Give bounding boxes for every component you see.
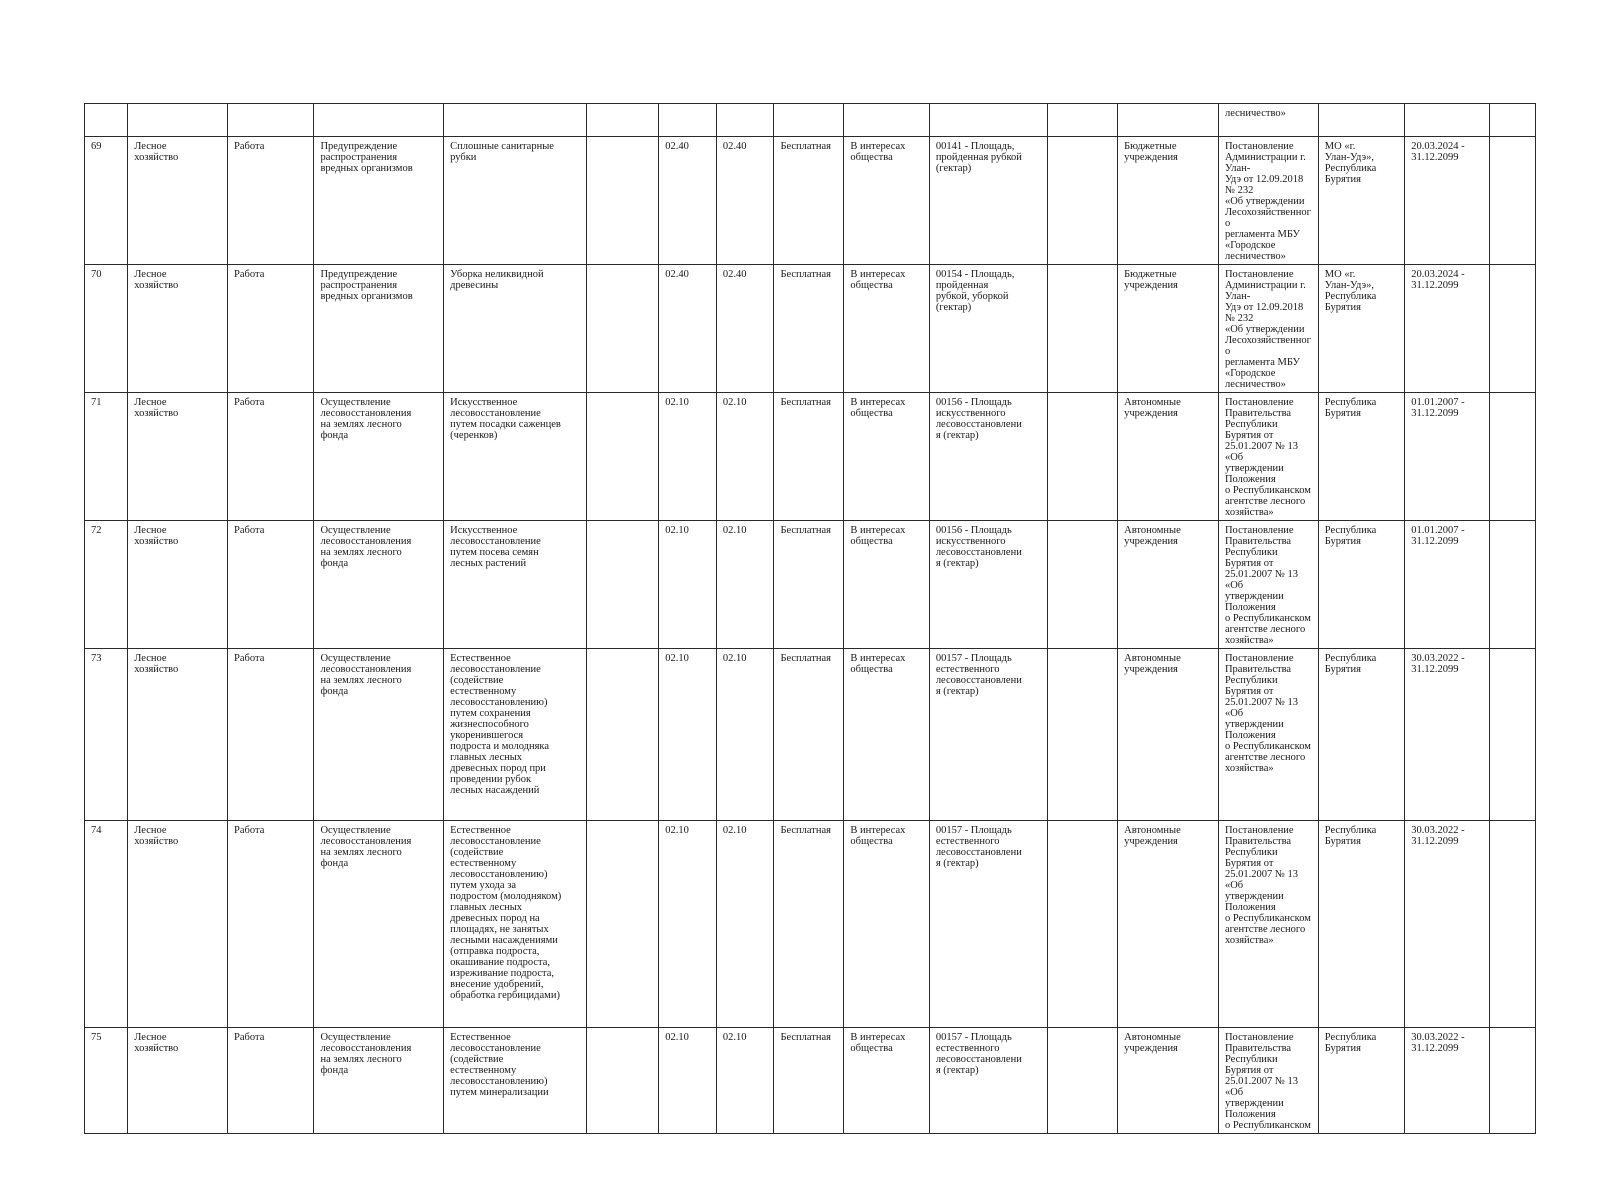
cell-code2: 02.10 xyxy=(716,649,774,821)
cell-activity: Осуществление лесовосстановления на землях лесного фонда xyxy=(314,521,444,649)
table-row xyxy=(85,265,1536,393)
cell-sector: Лесное хозяйство xyxy=(128,137,228,265)
cell-content: Искусственное лесовосстановление путем посева семян лесных растений xyxy=(444,521,587,649)
cell-empty xyxy=(1048,521,1118,649)
cell-type: Работа xyxy=(228,649,314,821)
cell-code2: 02.10 xyxy=(716,821,774,1028)
cell-indicator: 00156 - Площадь искусственного лесовосстановлени я (гектар) xyxy=(929,393,1047,521)
cell-type xyxy=(228,104,314,137)
cell-empty xyxy=(1048,1028,1118,1134)
cell-sector: Лесное хозяйство xyxy=(128,1028,228,1134)
cell-num: 73 xyxy=(85,649,128,821)
cell-indicator: 00157 - Площадь естественного лесовосстановлени я (гектар) xyxy=(929,1028,1047,1134)
cell-period: 20.03.2024 - 31.12.2099 xyxy=(1405,265,1489,393)
cell-sector: Лесное хозяйство xyxy=(128,521,228,649)
cell-empty xyxy=(1048,265,1118,393)
cell-empty xyxy=(1048,821,1118,1028)
cell-empty xyxy=(1048,649,1118,821)
registry-table xyxy=(84,103,1536,1134)
cell-basis: Постановление Правительства Республики Бурятия от 25.01.2007 № 13 «Об утверждении Положения о Республиканском агентстве лесного хозяйства» xyxy=(1218,393,1318,521)
cell-basis: Постановление Правительства Республики Бурятия от 25.01.2007 № 13 «Об утверждении Положения о Республиканском агентстве лесного хозяйства» xyxy=(1218,649,1318,821)
cell-indicator: 00141 - Площадь, пройденная рубкой (гектар) xyxy=(929,137,1047,265)
cell-sector: Лесное хозяйство xyxy=(128,821,228,1028)
cell-payment: Бесплатная xyxy=(774,137,844,265)
cell-empty xyxy=(1489,393,1535,521)
cell-empty xyxy=(1048,137,1118,265)
cell-code2 xyxy=(716,104,774,137)
cell-code2: 02.40 xyxy=(716,265,774,393)
cell-payment: Бесплатная xyxy=(774,393,844,521)
cell-sector xyxy=(128,104,228,137)
table-row xyxy=(85,821,1536,1028)
cell-code2: 02.10 xyxy=(716,1028,774,1134)
cell-payment xyxy=(774,104,844,137)
cell-empty xyxy=(1489,137,1535,265)
cell-activity: Предупреждение распространения вредных организмов xyxy=(314,265,444,393)
cell-institution xyxy=(1118,104,1219,137)
cell-type: Работа xyxy=(228,137,314,265)
cell-type: Работа xyxy=(228,1028,314,1134)
cell-owner: Республика Бурятия xyxy=(1318,521,1404,649)
cell-empty xyxy=(587,265,659,393)
cell-interest: В интересах общества xyxy=(844,821,929,1028)
table-row-continuation xyxy=(85,104,1536,137)
cell-content: Естественное лесовосстановление (содействие естественному лесовосстановлению) путем сохранения жизнеспособного укоренившегося подроста и молодняка главных лесных древесных пород при проведении рубок лесных насаждений xyxy=(444,649,587,821)
cell-institution: Автономные учреждения xyxy=(1118,649,1219,821)
cell-interest: В интересах общества xyxy=(844,521,929,649)
cell-code1 xyxy=(659,104,717,137)
cell-activity: Осуществление лесовосстановления на землях лесного фонда xyxy=(314,393,444,521)
cell-type: Работа xyxy=(228,521,314,649)
cell-empty xyxy=(1489,1028,1535,1134)
cell-basis: Постановление Администрации г. Улан- Удэ от 12.09.2018 № 232 «Об утверждении Лесохозяйственного регламента МБУ «Городское лесничество» xyxy=(1218,137,1318,265)
cell-empty xyxy=(587,649,659,821)
cell-empty xyxy=(1489,265,1535,393)
cell-num: 71 xyxy=(85,393,128,521)
cell-indicator: 00157 - Площадь естественного лесовосстановлени я (гектар) xyxy=(929,821,1047,1028)
cell-period: 01.01.2007 - 31.12.2099 xyxy=(1405,521,1489,649)
cell-period: 20.03.2024 - 31.12.2099 xyxy=(1405,137,1489,265)
cell-content: Сплошные санитарные рубки xyxy=(444,137,587,265)
cell-empty xyxy=(587,137,659,265)
cell-payment: Бесплатная xyxy=(774,821,844,1028)
cell-code2: 02.10 xyxy=(716,393,774,521)
cell-interest: В интересах общества xyxy=(844,1028,929,1134)
cell-payment: Бесплатная xyxy=(774,1028,844,1134)
cell-interest: В интересах общества xyxy=(844,265,929,393)
cell-content: Искусственное лесовосстановление путем посадки саженцев (черенков) xyxy=(444,393,587,521)
cell-indicator: 00154 - Площадь, пройденная рубкой, уборкой (гектар) xyxy=(929,265,1047,393)
cell-empty xyxy=(1048,393,1118,521)
cell-activity: Предупреждение распространения вредных организмов xyxy=(314,137,444,265)
cell-basis: Постановление Правительства Республики Бурятия от 25.01.2007 № 13 «Об утверждении Положения о Республиканском агентстве лесного хозяйства» xyxy=(1218,821,1318,1028)
cell-indicator: 00157 - Площадь естественного лесовосстановлени я (гектар) xyxy=(929,649,1047,821)
cell-owner xyxy=(1318,104,1404,137)
cell-payment: Бесплатная xyxy=(774,265,844,393)
cell-owner: Республика Бурятия xyxy=(1318,393,1404,521)
cell-basis: лесничество» xyxy=(1218,104,1318,137)
cell-owner: МО «г. Улан-Удэ», Республика Бурятия xyxy=(1318,265,1404,393)
cell-period: 30.03.2022 - 31.12.2099 xyxy=(1405,649,1489,821)
cell-period: 01.01.2007 - 31.12.2099 xyxy=(1405,393,1489,521)
cell-institution: Автономные учреждения xyxy=(1118,821,1219,1028)
cell-type: Работа xyxy=(228,393,314,521)
cell-content: Естественное лесовосстановление (содействие естественному лесовосстановлению) путем ухода за подростом (молодняком) главных лесных древесных пород на площадях, не занятых лесными насаждениями (отправка подроста, окашивание подроста, изреживание подроста, внесение удобрений, обработка гербицидами) xyxy=(444,821,587,1028)
cell-owner: МО «г. Улан-Удэ», Республика Бурятия xyxy=(1318,137,1404,265)
cell-code1: 02.10 xyxy=(659,393,717,521)
cell-owner: Республика Бурятия xyxy=(1318,1028,1404,1134)
cell-type: Работа xyxy=(228,821,314,1028)
cell-institution: Бюджетные учреждения xyxy=(1118,265,1219,393)
cell-sector: Лесное хозяйство xyxy=(128,649,228,821)
cell-empty xyxy=(587,1028,659,1134)
cell-interest: В интересах общества xyxy=(844,393,929,521)
cell-code1: 02.10 xyxy=(659,821,717,1028)
cell-period xyxy=(1405,104,1489,137)
cell-interest: В интересах общества xyxy=(844,649,929,821)
cell-code1: 02.10 xyxy=(659,649,717,821)
cell-institution: Автономные учреждения xyxy=(1118,521,1219,649)
cell-code1: 02.10 xyxy=(659,1028,717,1134)
cell-content: Уборка неликвидной древесины xyxy=(444,265,587,393)
cell-interest xyxy=(844,104,929,137)
table-row xyxy=(85,649,1536,821)
cell-empty xyxy=(587,104,659,137)
cell-institution: Бюджетные учреждения xyxy=(1118,137,1219,265)
cell-activity xyxy=(314,104,444,137)
table-row xyxy=(85,393,1536,521)
cell-interest: В интересах общества xyxy=(844,137,929,265)
cell-num: 70 xyxy=(85,265,128,393)
cell-num: 72 xyxy=(85,521,128,649)
cell-activity: Осуществление лесовосстановления на землях лесного фонда xyxy=(314,649,444,821)
cell-empty xyxy=(587,521,659,649)
cell-empty xyxy=(1489,521,1535,649)
table-row xyxy=(85,1028,1536,1134)
cell-institution: Автономные учреждения xyxy=(1118,393,1219,521)
cell-basis: Постановление Администрации г. Улан- Удэ от 12.09.2018 № 232 «Об утверждении Лесохозяйственного регламента МБУ «Городское лесничество» xyxy=(1218,265,1318,393)
cell-activity: Осуществление лесовосстановления на землях лесного фонда xyxy=(314,1028,444,1134)
cell-basis: Постановление Правительства Республики Бурятия от 25.01.2007 № 13 «Об утверждении Положения о Республиканском агентстве лесного хозяйства» xyxy=(1218,521,1318,649)
cell-sector: Лесное хозяйство xyxy=(128,265,228,393)
cell-owner: Республика Бурятия xyxy=(1318,821,1404,1028)
cell-code2: 02.10 xyxy=(716,521,774,649)
cell-empty xyxy=(1048,104,1118,137)
cell-activity: Осуществление лесовосстановления на землях лесного фонда xyxy=(314,821,444,1028)
cell-payment: Бесплатная xyxy=(774,649,844,821)
cell-empty xyxy=(1489,649,1535,821)
cell-payment: Бесплатная xyxy=(774,521,844,649)
cell-code2: 02.40 xyxy=(716,137,774,265)
cell-period: 30.03.2022 - 31.12.2099 xyxy=(1405,1028,1489,1134)
cell-basis: Постановление Правительства Республики Бурятия от 25.01.2007 № 13 «Об утверждении Положения о Республиканском xyxy=(1218,1028,1318,1134)
table-row xyxy=(85,137,1536,265)
cell-empty xyxy=(1489,104,1535,137)
cell-code1: 02.40 xyxy=(659,137,717,265)
cell-period: 30.03.2022 - 31.12.2099 xyxy=(1405,821,1489,1028)
cell-num xyxy=(85,104,128,137)
cell-content: Естественное лесовосстановление (содействие естественному лесовосстановлению) путем минерализации xyxy=(444,1028,587,1134)
cell-sector: Лесное хозяйство xyxy=(128,393,228,521)
cell-empty xyxy=(587,821,659,1028)
cell-num: 74 xyxy=(85,821,128,1028)
cell-indicator: 00156 - Площадь искусственного лесовосстановлени я (гектар) xyxy=(929,521,1047,649)
cell-empty xyxy=(1489,821,1535,1028)
cell-num: 69 xyxy=(85,137,128,265)
cell-owner: Республика Бурятия xyxy=(1318,649,1404,821)
cell-institution: Автономные учреждения xyxy=(1118,1028,1219,1134)
cell-content xyxy=(444,104,587,137)
cell-num: 75 xyxy=(85,1028,128,1134)
cell-code1: 02.40 xyxy=(659,265,717,393)
cell-indicator xyxy=(929,104,1047,137)
cell-empty xyxy=(587,393,659,521)
table-row xyxy=(85,521,1536,649)
cell-code1: 02.10 xyxy=(659,521,717,649)
cell-type: Работа xyxy=(228,265,314,393)
